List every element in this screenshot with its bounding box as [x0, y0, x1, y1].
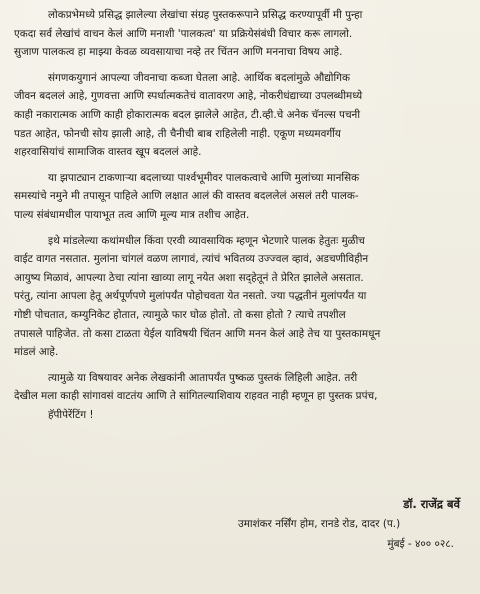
text-line: आयुष्य मिळावं, आपल्या ठेचा त्यांना खाव्या लागू नयेत अशा सद्हेतूनं ते प्रेरित झालेले असतात. — [14, 271, 364, 284]
text-line: या झपाट्यान टाकणाऱ्या बदलाच्या पार्श्वभूमीवर पालकत्वाचे आणि मुलांच्या मानसिक — [48, 171, 360, 184]
text-line: हॅपीपेरेंटिंग ! — [48, 408, 94, 421]
text-line: पाल्य संबंधामधील पायाभूत तत्व आणि मूल्य मात्र तशीच आहेत. — [14, 208, 250, 221]
text-line: परंतु, त्यांना आपला हेतू अर्थपूर्णपणे मुलांपर्यंत पोहोचवता येत नसतो. ज्या पद्धतीनं मुलांपर्यंत या — [14, 290, 367, 303]
text-line: संगणकयुगानं आपल्या जीवनाचा कब्जा घेतला आहे. आर्थिक बदलांमुळे औद्योगिक — [48, 71, 350, 84]
paragraph-4 — [14, 232, 470, 362]
text-line: जीवन बदललं आहे, गुणवत्ता आणि स्पर्धात्मकतेचं वातावरण आहे, नोकरीधंद्याच्या उपलब्धीमध्ये — [14, 90, 363, 103]
signature-block — [238, 494, 468, 554]
text-line: मांडलं आहे. — [14, 346, 59, 359]
text-line: देखील मला काही सांगावसं वाटतंय आणि ते सांगितल्याशिवाय राहवत नाही म्हणून हा पुस्तक प्रपंच, — [14, 390, 378, 403]
author-city: मुंबई - ४०० ०२८. — [387, 538, 454, 550]
text-line: लोकप्रभेमध्ये प्रसिद्ध झालेल्या लेखांचा संग्रह पुस्तकरूपाने प्रसिद्ध करण्यापूर्वी मी पुन्हा — [48, 9, 363, 21]
text-line: काही नकारात्मक आणि काही होकारात्मक बदल झालेले आहेत, टी.व्ही.चे अनेक चॅनल्स पचनी — [14, 108, 361, 121]
author-address: उमाशंकर नर्सिंग होम, रानडे रोड, दादर (प.) — [238, 518, 401, 530]
paragraph-1 — [14, 6, 470, 62]
paragraph-2 — [14, 69, 470, 162]
paragraph-3 — [14, 169, 470, 225]
text-line: एकदा सर्व लेखांचं वाचन केलं आणि मनाशी 'पालकत्व' या प्रक्रियेसंबंधी विचार करू लागलो. — [14, 27, 353, 40]
text-line: समस्यांचे नमुने मी तपासून पाहिले आणि लक्षात आलं की वास्तव बदललेलं असलं तरी पालक- — [14, 190, 359, 203]
text-line: गोष्टी पोचतात, कम्युनिकेट होतात, त्यामुळे फार घोळ होतो. तो कसा होतो ? त्याचे तपशील — [14, 308, 346, 321]
text-line: तपासले पाहिजेत. तो कसा टाळता येईल याविषयी चिंतन आणि मनन केलं आहे तेच या पुस्तकामधून — [14, 327, 381, 340]
author-name: डॉ. राजेंद्र बर्वे — [403, 497, 460, 511]
text-line: इथे मांडलेल्या कथांमधील किंवा एरवी व्यावसायिक म्हणून भेटणारे पालक हेतुतः मुळीच — [48, 234, 365, 247]
text-line: शहरवासियांचं सामाजिक वास्तव खूप बदललं आहे. — [14, 146, 202, 159]
text-line: पडत आहेत, फोनची सोय झाली आहे, ती चैनीची बाब राहिलेली नाही. एकूण मध्यमवर्गीय — [14, 127, 341, 140]
text-line: वाईट वागत नसतात. मुलांना चांगलं वळण लागावं, त्यांचं भवितव्य उज्ज्वल व्हावं, अडचणीविहीन — [14, 253, 369, 266]
text-line: त्यामुळे या विषयावर अनेक लेखकांनी आतापर्यंत पुष्कळ पुस्तकं लिहिली आहेत. तरी — [48, 371, 358, 384]
text-line: सुजाण पालकत्व हा माझ्या केवळ व्यवसायाचा नव्हे तर चिंतन आणि मननाचा विषय आहे. — [14, 46, 343, 59]
paragraph-5 — [14, 369, 470, 425]
